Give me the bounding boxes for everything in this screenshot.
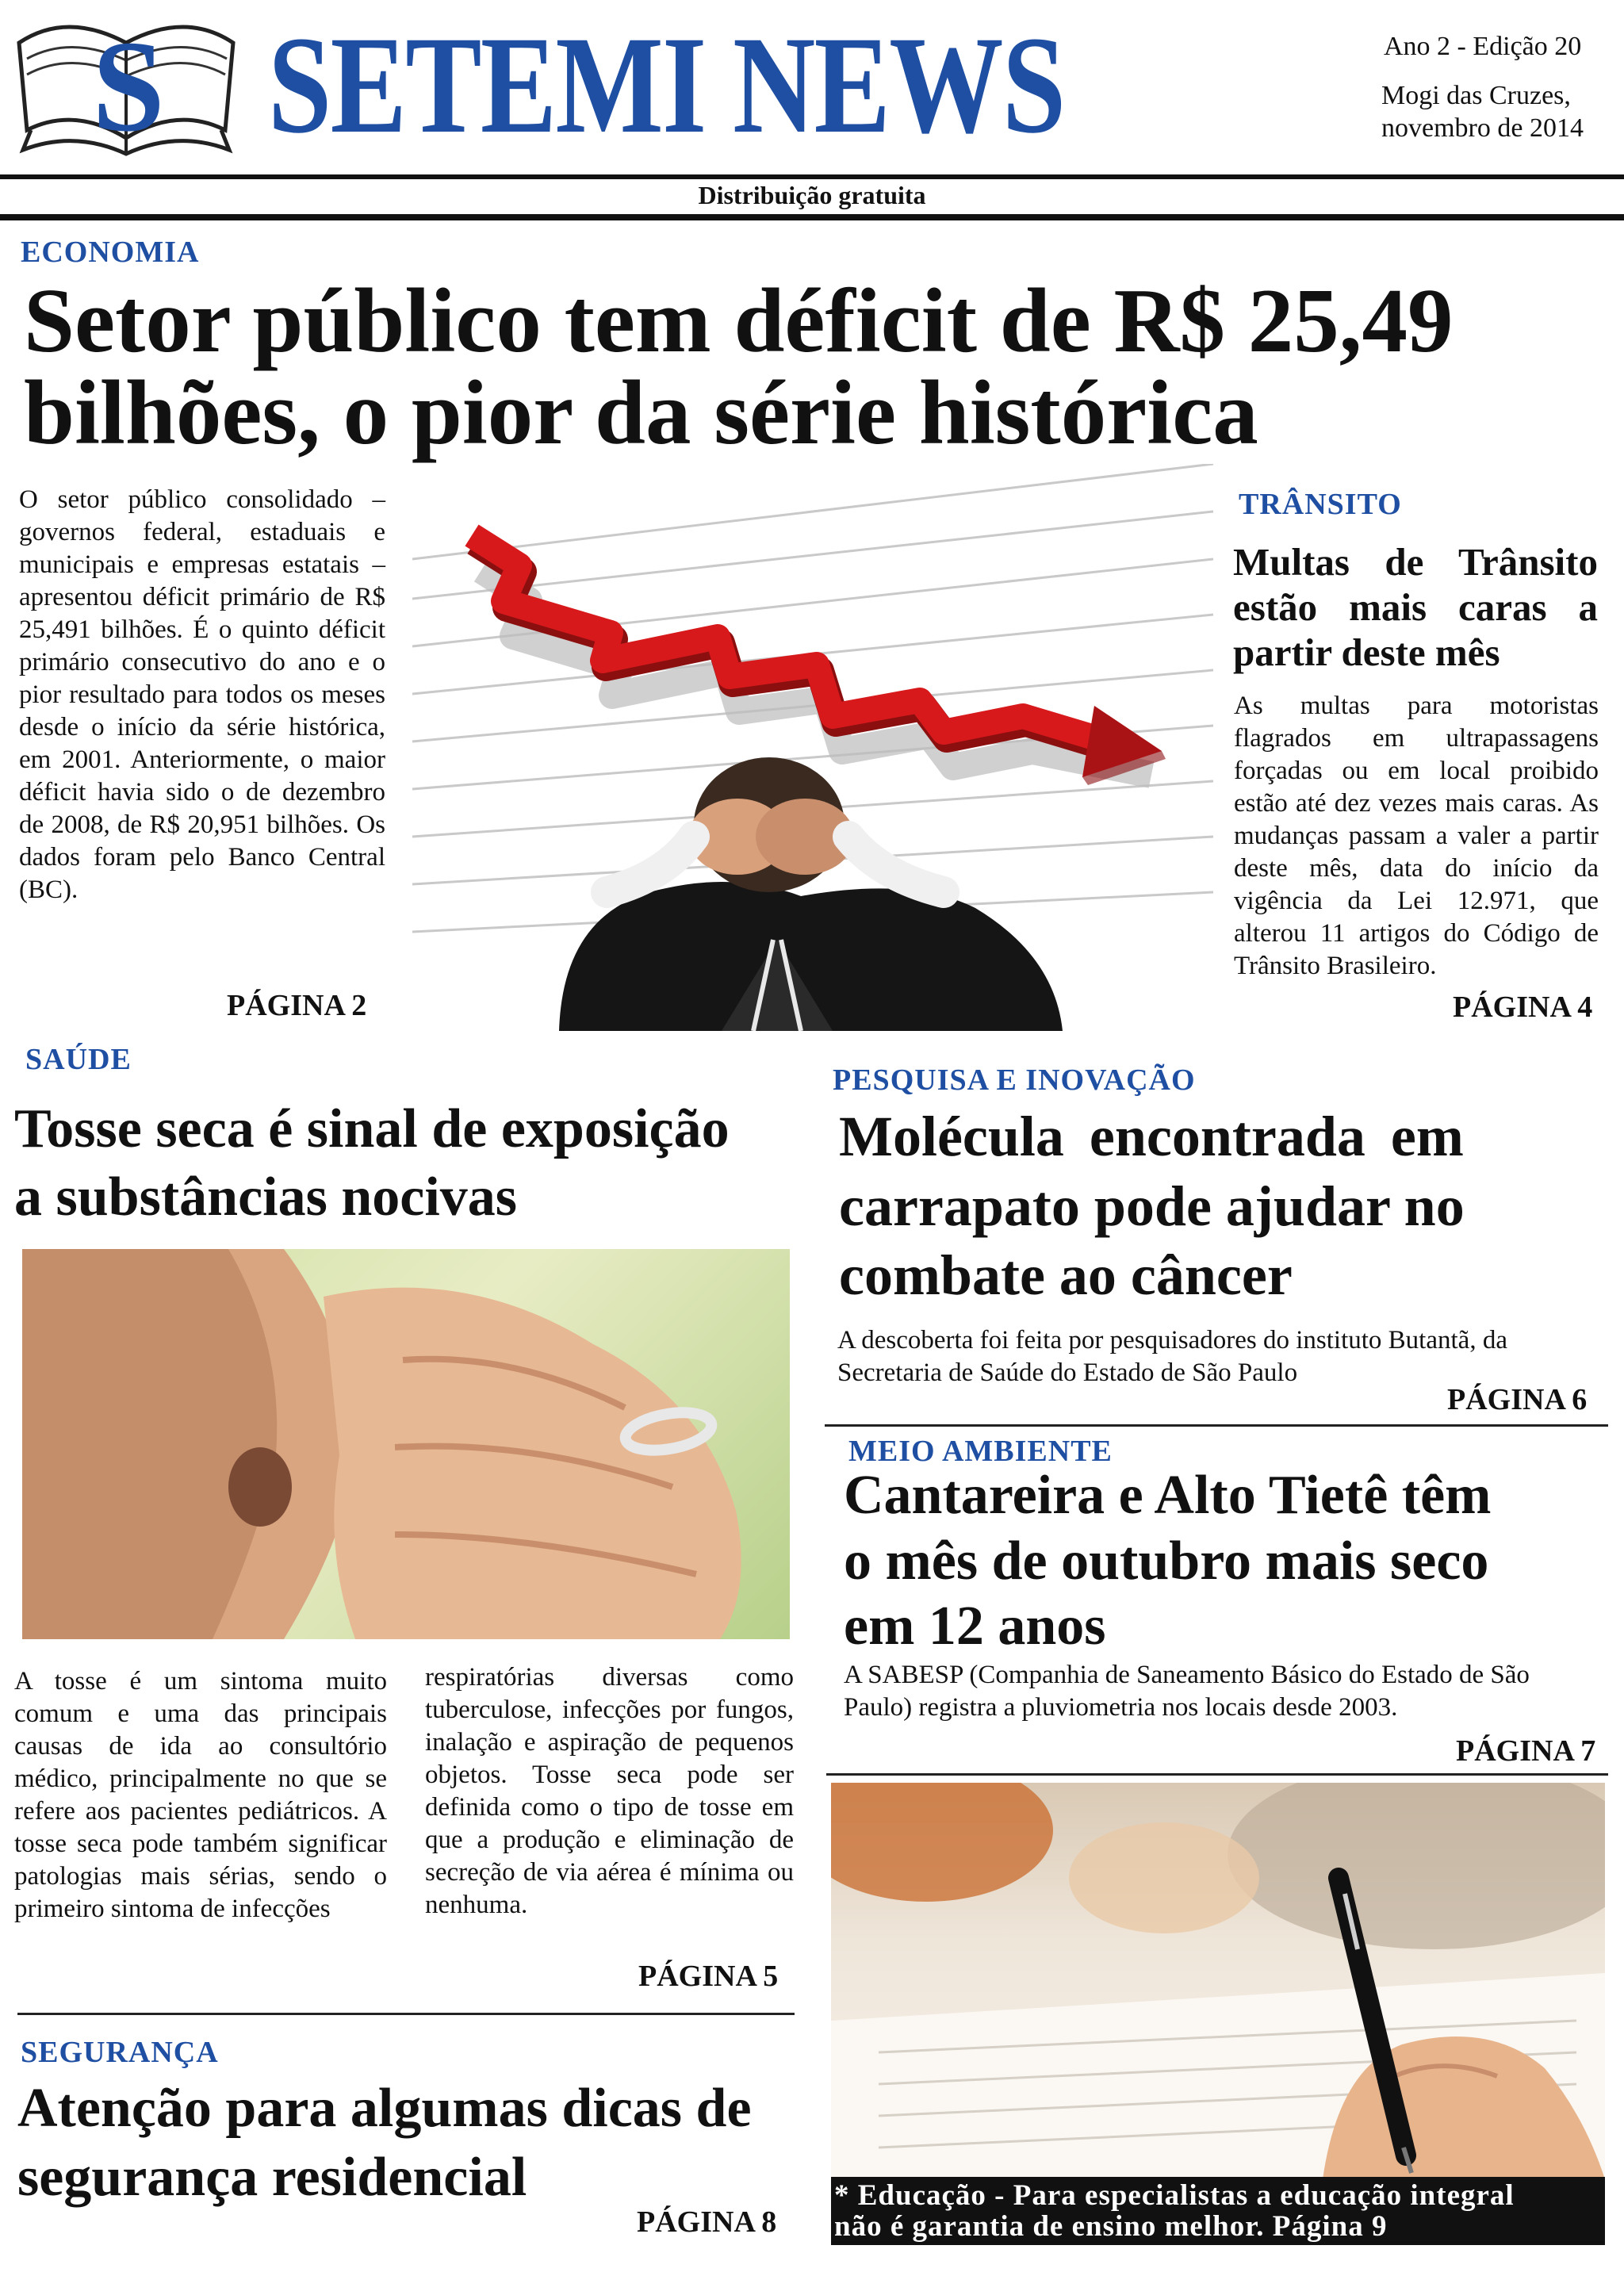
headline-seguranca-1[interactable]: Atenção para algumas dicas de: [17, 2078, 752, 2139]
headline-economia-2[interactable]: bilhões, o pior da série histórica: [24, 362, 1258, 463]
deficit-chart-illustration: [404, 464, 1229, 1031]
cough-photo: [22, 1249, 790, 1639]
education-caption-line2[interactable]: não é garantia de ensino melhor. Página 9: [834, 2210, 1388, 2243]
headline-transito[interactable]: Multas de Trânsito estão mais caras a partir deste mês: [1233, 540, 1598, 674]
tagline: Distribuição gratuita: [698, 181, 926, 209]
headline-saude-1[interactable]: Tosse seca é sinal de exposição: [14, 1098, 730, 1159]
body-transito: As multas para motoristas flagrados em ultrapassagens forçadas ou em local proibido estão até dez vezes mais caras. As mudanças passam a valer a partir deste mês, data do início da vigência da Lei 12.971, que alterou 11 artigos do Código de Trânsito Brasileiro.: [1234, 692, 1599, 980]
city-label: Mogi das Cruzes,: [1381, 81, 1571, 110]
page-link-pesquisa[interactable]: PÁGINA 6: [1447, 1383, 1588, 1416]
headline-pesquisa-2[interactable]: carrapato pode ajudar no: [839, 1174, 1465, 1238]
page-link-seguranca[interactable]: PÁGINA 8: [637, 2205, 777, 2239]
divider-saude-seguranca: [17, 2013, 795, 2015]
headline-meio-ambiente-2[interactable]: o mês de outubro mais seco: [844, 1531, 1489, 1592]
headline-seguranca-2[interactable]: segurança residencial: [17, 2147, 527, 2208]
headline-economia-1[interactable]: Setor público tem déficit de R$ 25,49: [24, 270, 1454, 371]
masthead-title: SETEMI NEWS: [268, 8, 1065, 163]
kicker-transito: TRÂNSITO: [1239, 488, 1402, 521]
divider-meio-educacao: [826, 1773, 1608, 1776]
body-saude-col1: A tosse é um sintoma muito comum e uma das principais causas de ida ao consultório médico, principalmente no que se refere aos pacientes pediátricos. A tosse seca pode também significar patologias mais sérias, sendo o primeiro sintoma de infecções: [14, 1667, 387, 1923]
masthead-rule-top: [0, 174, 1624, 179]
page-link-saude[interactable]: PÁGINA 5: [638, 1960, 779, 1993]
education-caption: [831, 2177, 1605, 2245]
kicker-pesquisa: PESQUISA E INOVAÇÃO: [833, 1063, 1196, 1097]
date-label: novembro de 2014: [1381, 113, 1584, 143]
kicker-seguranca: SEGURANÇA: [21, 2036, 219, 2069]
kicker-saude: SAÚDE: [25, 1043, 132, 1076]
headline-pesquisa-3[interactable]: combate ao câncer: [839, 1243, 1293, 1307]
page-link-meio-ambiente[interactable]: PÁGINA 7: [1456, 1734, 1596, 1768]
body-economia: O setor público consolidado – governos federal, estaduais e municipais e empresas estatais – apresentou déficit primário de R$ 25,491 bilhões. É o quinto déficit primário consecutivo do ano e o pior resultado para todos os meses desde o início da série histórica, em 2001. Anteriormente, o maior déficit havia sido o de dezembro de 2008, de R$ 20,951 bilhões. Os dados foram pelo Banco Central (BC).: [19, 485, 385, 904]
body-pesquisa: A descoberta foi feita por pesquisadores do instituto Butantã, da Secretaria de Saúde do Estado de São Paulo: [837, 1326, 1507, 1387]
headline-pesquisa-1[interactable]: Molécula encontrada em: [839, 1105, 1464, 1168]
kicker-meio-ambiente: MEIO AMBIENTE: [848, 1435, 1113, 1468]
headline-meio-ambiente-1[interactable]: Cantareira e Alto Tietê têm: [844, 1465, 1492, 1526]
page-link-economia[interactable]: PÁGINA 2: [227, 989, 367, 1022]
body-saude-col2: respiratórias diversas como tuberculose, infecções por fungos, inalação e aspiração de pequenos objetos. Tosse seca pode ser definida como o tipo de tosse em que a produção e eliminação de secreção de via aérea é mínima ou nenhuma.: [425, 1663, 794, 1919]
logo-letter: S: [92, 13, 165, 159]
headline-saude-2[interactable]: a substâncias nocivas: [14, 1167, 518, 1228]
page-link-transito[interactable]: PÁGINA 4: [1453, 990, 1593, 1024]
body-meio-ambiente: A SABESP (Companhia de Saneamento Básico do Estado de São Paulo) registra a pluviometria nos locais desde 2003.: [844, 1661, 1530, 1722]
kicker-economia: ECONOMIA: [21, 236, 200, 269]
divider-pesquisa-meio: [825, 1424, 1608, 1427]
edition-label: Ano 2 - Edição 20: [1384, 32, 1582, 61]
masthead-rule-bottom: [0, 214, 1624, 220]
headline-meio-ambiente-3[interactable]: em 12 anos: [844, 1596, 1106, 1657]
masthead-logo: [11, 11, 241, 162]
education-caption-line1[interactable]: * Educação - Para especialistas a educação integral: [834, 2179, 1515, 2212]
education-photo: [831, 1783, 1605, 2179]
